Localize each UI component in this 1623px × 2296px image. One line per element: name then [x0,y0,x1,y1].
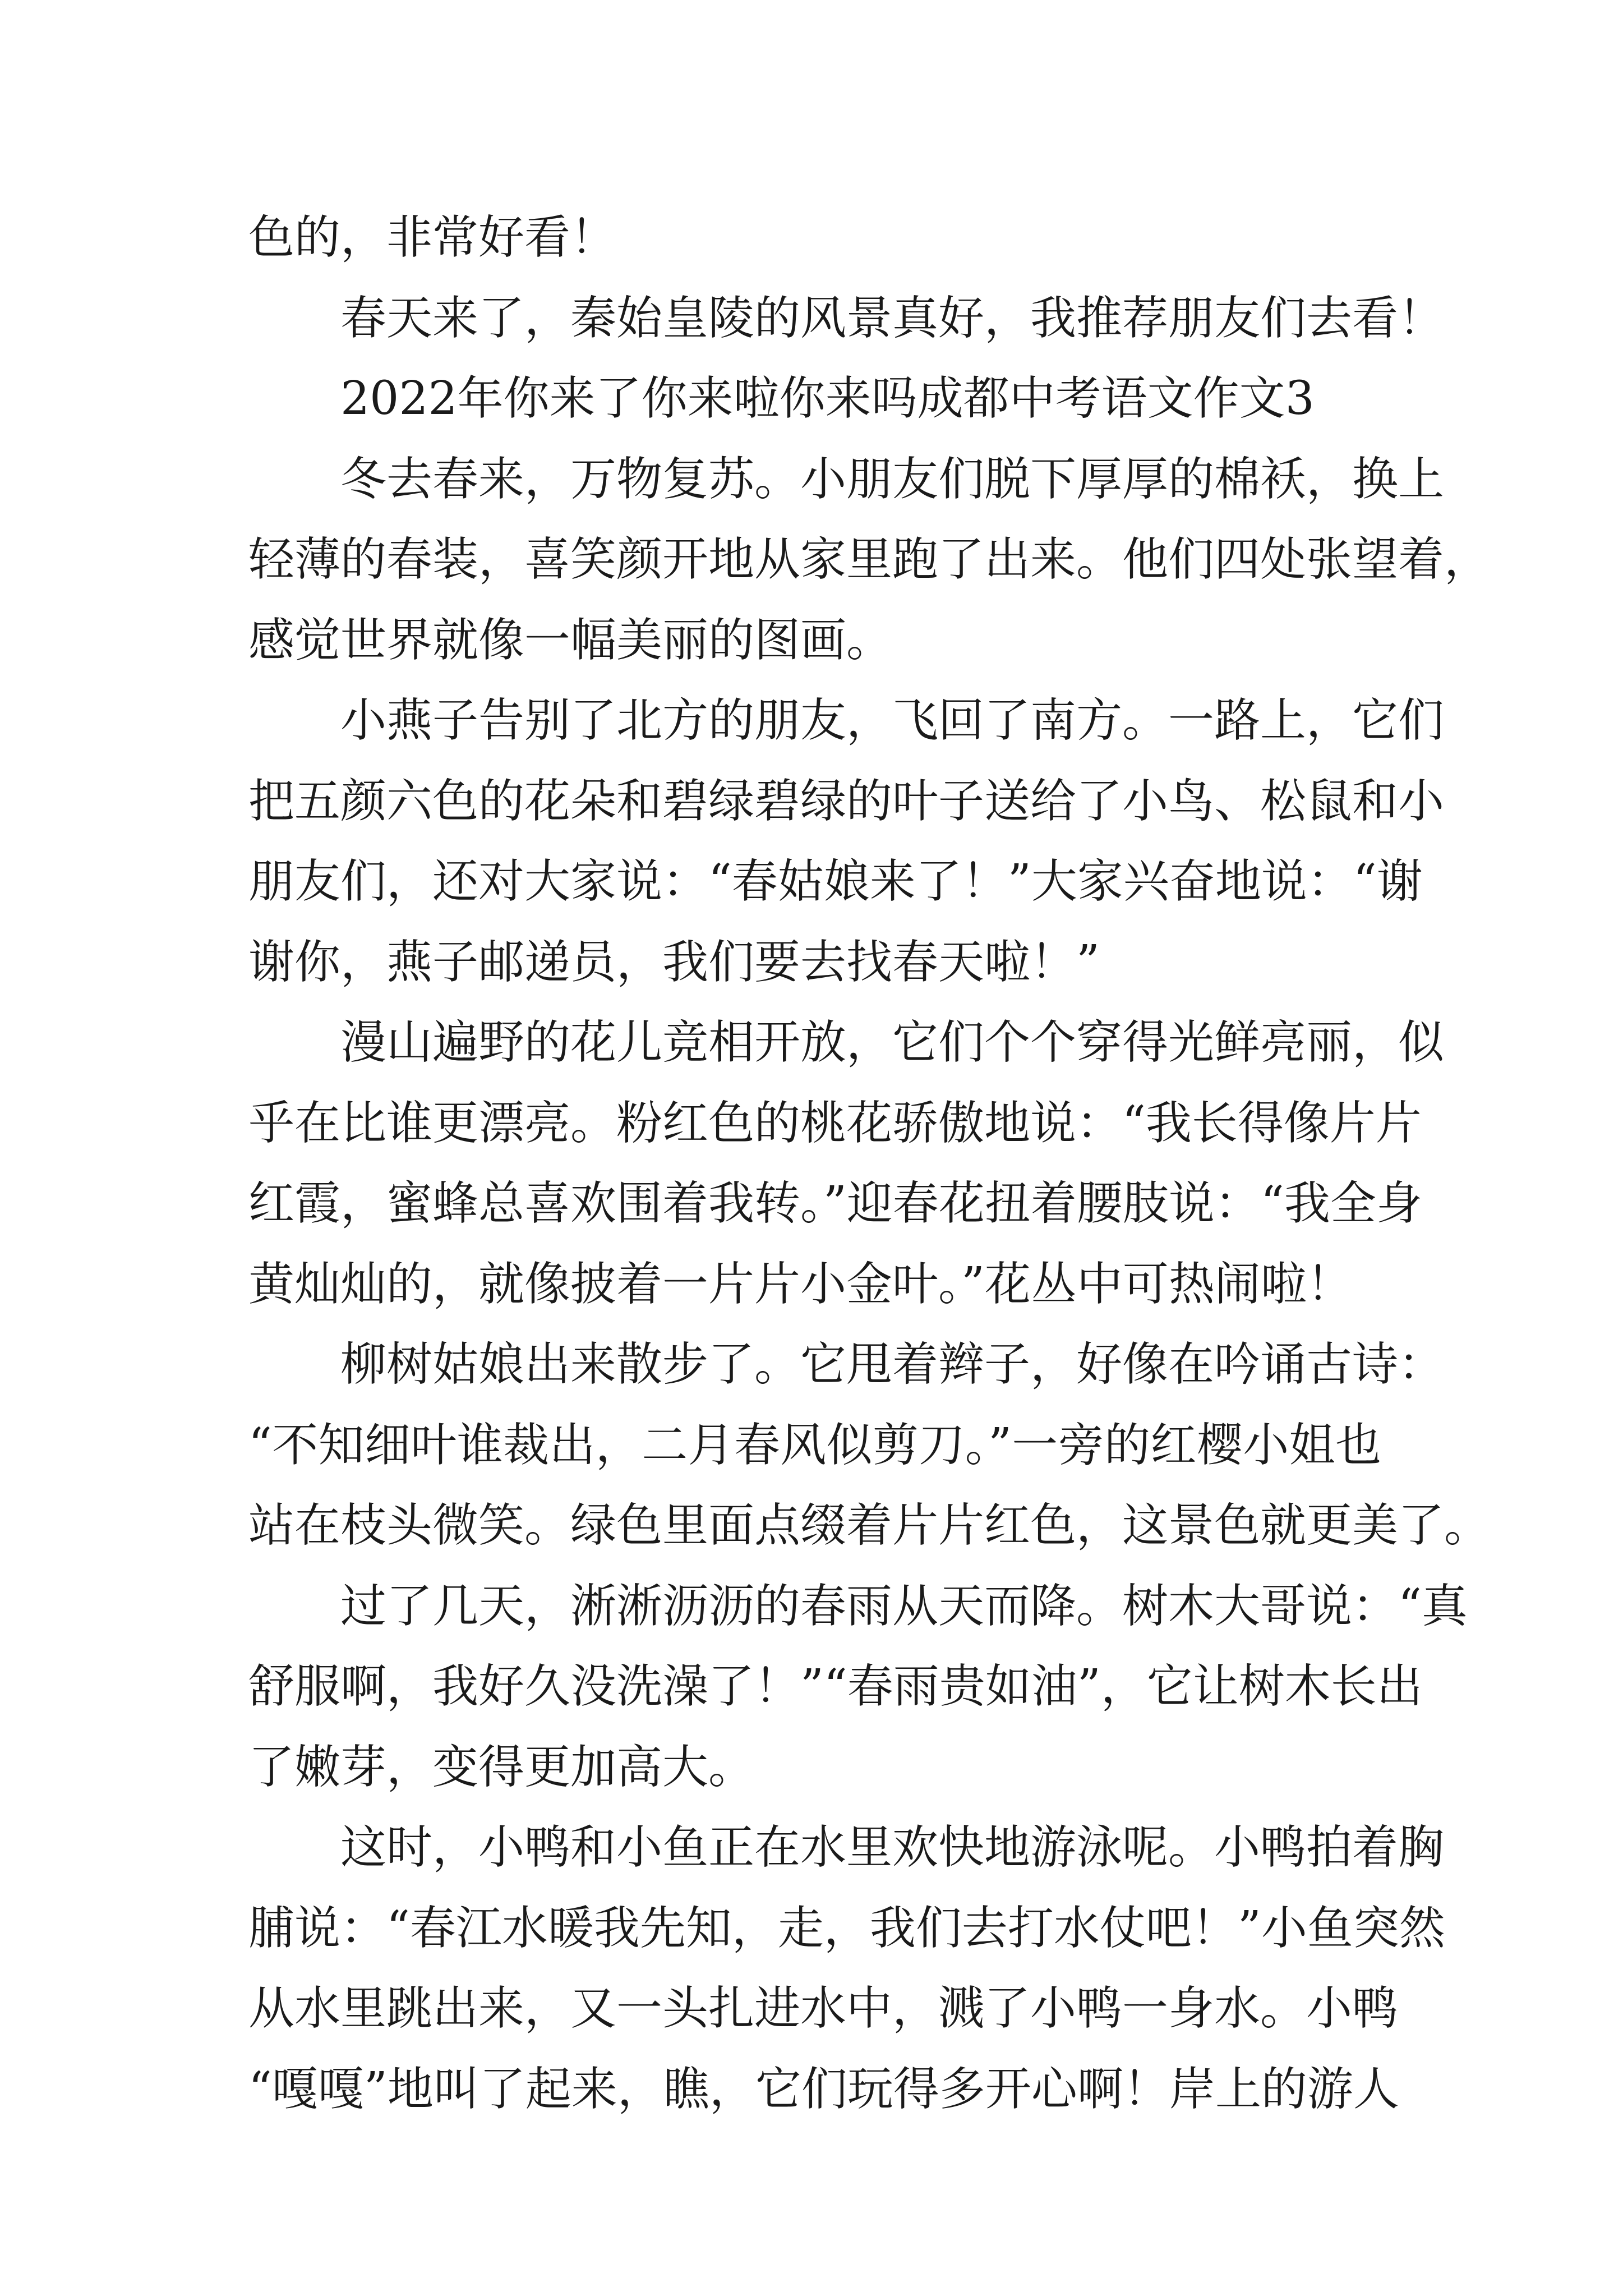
text-line: 轻薄的春装，喜笑颜开地从家里跑了出来。他们四处张望着， [248,533,1491,586]
text-line: 春天来了，秦始皇陵的风景真好，我推荐朋友们去看！ [340,291,1445,345]
text-line: 站在枝头微笑。绿色里面点缀着片片红色，这景色就更美了。 [248,1499,1491,1552]
text-line: 过了几天，淅淅沥沥的春雨从天而降。树木大哥说：“真 [340,1579,1468,1633]
text-line: 柳树姑娘出来散步了。它甩着辫子，好像在吟诵古诗： [340,1338,1445,1391]
text-line: 了嫩芽，变得更加高大。 [248,1740,755,1794]
text-line: 小燕子告别了北方的朋友，飞回了南方。一路上，它们 [340,694,1445,747]
text-line: “不知细叶谁裁出，二月春风似剪刀。”一旁的红樱小姐也 [248,1418,1381,1472]
text-line: 黄灿灿的，就像披着一片片小金叶。”花丛中可热闹啦！ [248,1257,1353,1311]
text-line: 朋友们，还对大家说：“春姑娘来了！”大家兴奋地说：“谢 [248,855,1423,908]
text-line: 红霞，蜜蜂总喜欢围着我转。”迎春花扭着腰肢说：“我全身 [248,1177,1422,1230]
text-line: 乎在比谁更漂亮。粉红色的桃花骄傲地说：“我长得像片片 [248,1096,1422,1150]
text-line: 脯说：“春江水暖我先知，走，我们去打水仗吧！”小鱼突然 [248,1901,1445,1955]
text-line: “嘎嘎”地叫了起来，瞧，它们玩得多开心啊！岸上的游人 [248,2062,1399,2116]
text-line: 冬去春来，万物复苏。小朋友们脱下厚厚的棉袄，换上 [340,452,1445,506]
essay-text [248,197,1491,2129]
text-line: 谢你，燕子邮递员，我们要去找春天啦！” [248,935,1100,989]
text-line: 从水里跳出来，又一头扎进水中，溅了小鸭一身水。小鸭 [248,1982,1399,2035]
text-line: 这时，小鸭和小鱼正在水里欢快地游泳呢。小鸭拍着胸 [340,1821,1445,1874]
text-line: 舒服啊，我好久没洗澡了！”“春雨贵如油”，它让树木长出 [248,1660,1423,1713]
text-line: 漫山遍野的花儿竞相开放，它们个个穿得光鲜亮丽，似 [340,1016,1445,1069]
text-line: 色的，非常好看！ [248,211,617,264]
essay-heading: 2022年你来了你来啦你来吗成都中考语文作文3 [340,372,1315,425]
text-line: 把五颜六色的花朵和碧绿碧绿的叶子送给了小鸟、松鼠和小 [248,774,1445,828]
text-line: 感觉世界就像一幅美丽的图画。 [248,613,893,667]
